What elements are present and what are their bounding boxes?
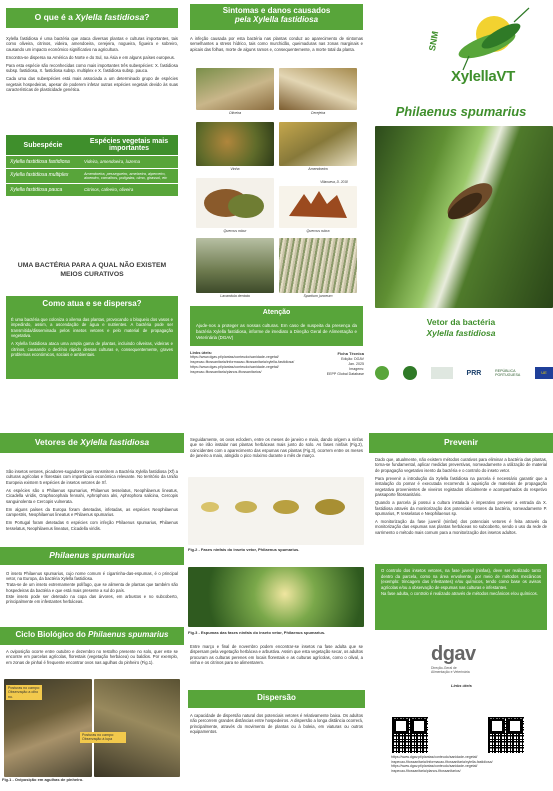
photo-caption: Lavandula dentata — [220, 294, 250, 298]
gov-logo: REPÚBLICA PORTUGUESA — [495, 369, 521, 377]
oak-leaf-icon — [196, 178, 274, 228]
title-line: Sintomas e danos causados — [222, 6, 331, 15]
links-label: Links úteis: — [190, 350, 213, 355]
vectors-body — [0, 469, 184, 534]
figure-caption: Fig.3 - Espumas das fases ninfais do inseto vetor, Philaenus spumarius. — [188, 630, 326, 635]
circle-logo-icon — [403, 366, 417, 380]
link[interactable]: inspecao-fitossanitaria/informacao-fitossanitaria/xylella-fastidiosa/ — [391, 759, 493, 764]
qr-code-icon[interactable] — [391, 716, 429, 754]
adult-body: Entre março e final de novembro podem encontrar-se insetos na fase adulta que se dispersam pela vegetação herbácea e arbustiva. Assim que esta vegetação secar, os adultos procuram as culturas perenes em locais florestais e as culturas agrícolas, como o olival, a vinha e os citrinos para se alimentarem. — [190, 644, 363, 666]
figure-caption: Fig.1 - Oviposição em agulhas de pinheiro. — [2, 777, 84, 782]
photo-caption: Quercus robur — [223, 229, 247, 233]
vectors-title — [0, 433, 184, 453]
photo-caption: Amendoeira — [308, 167, 328, 171]
page-gap — [0, 388, 553, 433]
paragraph: Este inseto pode ser detetado na copa das árvores, em arbustos e no subcoberto, principalmente em infestantes herbáceas. — [6, 593, 178, 605]
project-logo — [369, 0, 553, 100]
table-row — [6, 184, 178, 197]
panel-cover — [369, 0, 553, 388]
paragraph: Para prevenir a introdução da Xylella fastidiosa na parcela é necessário garantir que a instalação do pomar é executada recorrendo à aquisição de materiais de propagação vegetativa provenientes de viveiros registados oficialmente e acompanhados do respetivo passaporte fitossanitário. — [375, 475, 547, 498]
link[interactable]: inspecao-fitossanitaria/informacao-fitossanitaria/xylella-fastidiosa/ — [190, 360, 295, 365]
paragraph: Para esta espécie são reconhecidas como mais importantes três subespécies: X. fastidiosa subsp. fastidiosa, X. fastidiosa subsp. multiplex e X. fastidiosa subsp. pauca. — [6, 62, 178, 74]
title-text: Ciclo Biológico do — [15, 630, 88, 639]
froghopper-icon — [375, 126, 553, 308]
subspecies-table — [6, 135, 178, 197]
spread-title: Como atua e se dispersa? — [6, 296, 178, 313]
dgav-wordmark: dgav — [431, 643, 476, 665]
photo-credit: Villanueva, D. 2018 — [320, 180, 348, 184]
useful-links — [391, 755, 551, 774]
quercus-rubra-photo — [279, 186, 357, 228]
paragraph: A monitorização da fase juvenil (ninfas) dos potenciais vetores é feita através da monitorização das espumas nas plantas herbáceas no subcoberto, sendo o uso da rede de varrimento o método mais comum para a monitorização dos insetos adultos. — [375, 519, 547, 535]
paragraph: O inseto Philaenus spumarius, cujo nome comum é cigarrinha-das-espumas, é o principal vetor, na Europa, da bactéria Xylella fastidiosa. — [6, 571, 178, 582]
paragraph: Encontra-se dispersa na América do Norte e do Sul, na Ásia e em alguns países europeus. — [6, 54, 175, 60]
olive-photo — [196, 68, 274, 110]
cover-species-title: Philaenus spumarius — [395, 104, 527, 119]
link[interactable]: inspecao-fitossanitaria/planos-fitossanitarios/ — [190, 369, 262, 374]
photo-caption: Cerejeira — [310, 111, 326, 115]
cover-insect-photo — [375, 126, 553, 308]
lifecycle-body: Seguidamente, os ovos eclodem, entre os meses de janeiro e maio, dando origem a ninfas que se irão instalar nas plantas herbáceas mais junto do solo. As fases ninfais (Fig.2), coincidentes com o aparecimento das espumas nas plantas (Fig.3), ocorrem entre os meses de janeiro a maio, atingido o pico máximo durante o mês de março. — [190, 437, 363, 459]
prevent-body — [369, 457, 553, 538]
title-text: O que é a — [34, 12, 76, 22]
links-label: Links úteis — [451, 683, 472, 688]
cycle-title — [0, 627, 184, 645]
what-is-title — [6, 8, 178, 28]
paragraph: Xylella fastidiosa é uma bactéria que ataca diversas plantas e culturas importantes, tais como oliveira, citrinos, videira, amendoeira, cerejeira, nogueira, figueira e sobreiro, causando um impacto económico significativo na agricultura. — [6, 36, 178, 52]
eggs-magnified-photo — [94, 679, 180, 777]
brochure-outside — [0, 0, 553, 388]
table-row — [6, 156, 178, 169]
cherry-photo — [279, 68, 357, 110]
cycle-body: A oviposição ocorre entre outubro e dezembro no restolho presente no solo, quer este se encontre em parcelas agrícolas, florestais (vegetação herbácea) ou baldios. Por exemplo, em zonas de pinhal é frequente encontrar ovos nas agulhas do pinheiro (Fig.1). — [6, 649, 178, 665]
insect-logo-icon — [369, 0, 553, 100]
sponsor-logos — [375, 364, 553, 382]
nymph-icon — [188, 477, 364, 545]
attention-title: Atenção — [190, 306, 363, 320]
dgav-subtitle: Direção-Geral de Alimentação e Veterinária — [431, 666, 470, 674]
title-em: Xylella fastidiosa — [75, 12, 145, 22]
photo-caption: Oliveira — [228, 111, 242, 115]
eu-flag-icon: UE — [535, 367, 553, 379]
panel-what-is — [0, 0, 184, 388]
brochure-inside — [0, 433, 553, 791]
paragraph: As espécies são o Philaenus spumarius, Philaenus tesselatus, Neophilaenus lineatus, Cicadella viridis, Graphocephala fennahi, Aphrophora alni, Aphrophora salicina, Cercopis sanguinolenta e Cercopis vulnerata. — [6, 487, 178, 504]
paragraph: A Xylella fastidiosa ataca uma ampla gama de plantas, incluindo oliveiras, videiras e citrinos, causando o declínio rápido dessas culturas e, consequentemente, graves problemas económicos, sociais e ambientais. — [11, 341, 173, 358]
table-cell-hosts: Videira, amendoeira, luzerna — [80, 156, 178, 169]
panel-symptoms — [184, 0, 369, 388]
philaenus-body — [0, 571, 184, 607]
cover-subtitle — [369, 317, 553, 339]
attention-text: Ajude-nos a proteger as nossas culturas. Em caso de suspeita da presença da bactéria Xylella fastidiosa, informe de imediato a Direção Geral de Alimentação e Veterinária (DGAV) — [190, 320, 363, 346]
no-cure-warning: UMA BACTÉRIA PARA A QUAL NÃO EXISTEM MEIOS CURATIVOS — [17, 262, 167, 278]
paragraph: Quando a parcela já possui a cultura instalada é imperativo prevenir a entrada da X. fastidiosa através da monitorização dos potenciais vetores da bactéria, nomeadamente P. spumarius, P. tesselatus e Neophilaenus sp. — [375, 500, 547, 517]
panel-lifecycle-cont — [184, 433, 369, 791]
control-box: O controlo dos insetos vetores, na fase juvenil (ninfas), deve ser realizado tanto dentro da parcela, como na área envolvente, por meio de métodos mecânicos (exemplo: trincagem das infestantes) e/ou químicos, tendo como base os avisos agrícolas e/ou a observação de espumas nas culturas e infestantes. Na fase adulta, o controlo é realizado através de métodos mecânicos e/ou químicos. — [375, 564, 547, 630]
quercus-robur-photo — [196, 178, 274, 228]
link[interactable]: https://www.dgav.pt/plantas/conteudo/sanidade-vegetal/ — [391, 764, 478, 769]
table-cell-hosts: Amendoeira, pessegueiro, ameixeira, alperceiro, aloendro, carvalhos, polígalas, olmo, girassol, etc — [80, 169, 178, 184]
spread-box — [6, 313, 178, 379]
dgav-logo-icon — [431, 367, 453, 379]
title-end: ? — [144, 12, 150, 22]
paragraph: Dado que, atualmente, não existem métodos curativos para eliminar a bactéria das plantas, torna-se fundamental, aplicar medidas preventivas, nomeadamente a utilização de material de propagação vegetativo isento da bactéria e o controlo do inseto vetor. — [375, 457, 547, 473]
subspecies-table-wrap — [0, 135, 184, 197]
circle-logo-icon — [375, 366, 389, 380]
title-em: Xylella fastidiosa — [80, 437, 150, 447]
red-oak-leaf-icon — [279, 186, 357, 228]
panel-prevent — [369, 433, 553, 791]
symptoms-title — [190, 4, 363, 30]
link[interactable]: https://www.dgav.pt/plantas/conteudo/sanidade-vegetal/ — [190, 365, 279, 370]
table-row — [6, 169, 178, 184]
paragraph: Em alguns países da Europa foram detetadas, infetadas, as espécies Neophilaenus campestris, Neophilaenus lineatus e Philaenus spumarius. — [6, 506, 178, 518]
dispersion-title: Dispersão — [188, 690, 365, 708]
tech-line: Imagens: — [349, 366, 364, 371]
panel-vectors — [0, 433, 184, 791]
tech-line: Edição: DGAV — [341, 356, 364, 361]
what-is-body — [0, 36, 184, 95]
link[interactable]: inspecao-fitossanitaria/planos-fitossanitarios/ — [391, 769, 461, 774]
paragraph: Em Portugal foram detetadas 6 espécies com infeção Philaenus spumarius, Philaenus tesselatus, Neophilaenus lineatus, Cicadella viridis. — [6, 520, 178, 531]
symptoms-intro: A infeção causada por esta bactéria nas plantas conduz ao aparecimento de sintomas semelhantes a stress hídrico, tais como murchidão, queimaduras nas zonas marginais e apicais das folhas, morte de alguns ramos e, consequentemente, a morte total da planta. — [190, 36, 363, 52]
logo-snm: SNM — [427, 30, 441, 52]
photo-caption: Spartium junceum — [303, 294, 333, 298]
table-header-hosts: Espécies vegetais mais importantes — [80, 135, 178, 156]
spittle-photo — [188, 567, 364, 627]
link[interactable]: https://www.dgav.pt/plantas/conteudo/sanidade-vegetal/ — [190, 355, 279, 360]
figure-caption: Fig.2 - Fases ninfais do inseto vetor, Philaenus spumarius. — [188, 547, 300, 552]
paragraph: Cada uma das subespécies está mais associada a um determinado grupo de espécies vegetais hospedeiras, apesar de poderem infetar outras espécies vegetais devido às suas características de plasticidade genética. — [6, 76, 178, 93]
photo-caption: Vinha — [230, 167, 240, 171]
title-em: Philaenus spumarius — [87, 630, 169, 639]
paragraph: São insetos vetores, picadores-sugadores que transmitem a Bactéria Xylella fastidiosa (Xf) a culturas agrícolas e florestais com importância económica relevante. No território da União Europeia existem 5 espécies de insetos vetores de Xf. — [6, 469, 179, 485]
spartium-photo — [279, 238, 357, 293]
tech-line: EEPP Global Database — [326, 371, 364, 376]
subtitle-line-em: Xylella fastidiosa — [426, 328, 496, 339]
table-cell-hosts: Citrinos, cafeeiro, oliveira — [80, 184, 178, 197]
table-header-subspecies: Subespécie — [6, 135, 80, 156]
useful-links — [190, 350, 310, 375]
photo-label: Posturas no campo: Observação à lupa — [80, 732, 126, 743]
technical-sheet — [314, 351, 364, 377]
title-line-em: pela Xylella fastidiosa — [234, 14, 319, 24]
almond-photo — [279, 122, 357, 166]
vine-photo — [196, 122, 274, 166]
title-text: Vetores de — [34, 437, 81, 447]
table-header-row — [6, 135, 178, 156]
table-cell-subspecies: Xylella fastidiosa pauca — [6, 184, 80, 197]
logo-name: XylellaVT — [451, 68, 516, 85]
qr-code-icon[interactable] — [487, 716, 525, 754]
photo-label: Posturas no campo: Observação a olho nu. — [6, 685, 42, 700]
tech-line: Jan. 2025 — [348, 361, 364, 366]
table-cell-subspecies: Xylella fastidiosa fastidiosa — [6, 156, 80, 169]
lavandula-photo — [196, 238, 274, 293]
table-cell-subspecies: Xylella fastidiosa multiplex — [6, 169, 80, 184]
subtitle-line: Vetor da bactéria — [426, 317, 496, 327]
nymph-stages-photo — [188, 477, 364, 545]
link[interactable]: https://www.dgav.pt/plantas/conteudo/sanidade-vegetal/ — [391, 755, 478, 759]
tech-label: Ficha Técnica — [337, 351, 364, 356]
dispersion-body: A capacidade de dispersão natural dos potenciais vetores é relativamente baixa. Os adultos não percorrem grandes distâncias entre hospedeiros. A dispersão a longa distância ocorrerá, principalmente, através do movimento de plantas ou à boleia, em viaturas ou outros equipamentos. — [190, 713, 363, 735]
dgav-logo — [431, 643, 511, 679]
paragraph: É uma bactéria que coloniza o xilema das plantas, provocando o bloqueio dos vasos e impedindo, assim, a ascendação de água e nutrientes. A bactéria pode ser transmitida/disseminada pelos insetos vetores e pelo material de propagação vegetativa. — [11, 317, 173, 339]
prevent-title: Prevenir — [369, 433, 553, 453]
philaenus-title: Philaenus spumarius — [0, 547, 184, 565]
photo-caption: Quercus rubra — [306, 229, 330, 233]
prr-logo: PRR — [466, 369, 482, 377]
paragraph: Trata-se de um inseto extremamente polífago, que se alimenta de plantas que também são hospedeiras da bactéria e que está mais presente a sul do país. — [6, 582, 178, 593]
